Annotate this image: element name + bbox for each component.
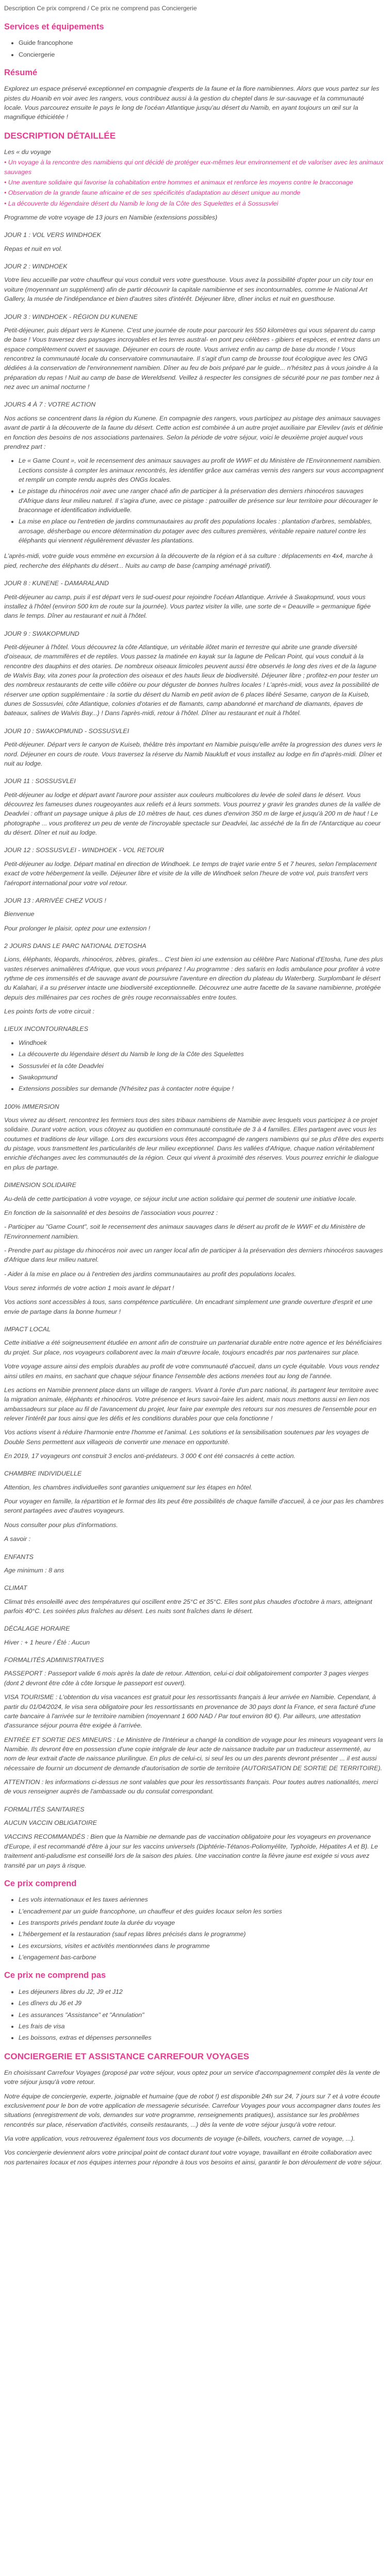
section-text: Vous serez informés de votre action 1 mois avant le départ ! — [4, 1284, 174, 1292]
day-text: Nos actions se concentrent dans la région du Kunene. En compagnie des rangers, vous participez au pistage des animaux sauvages avant de partir à la découverte de la faune du désert. Cette action est combinée à un autre projet auxiliaire par Elevilev (avis et définie en fonction des besoins de nos associations partenaires. Selon la période de votre séjour, voici le deuxième projet auquel vous prendrez part : — [4, 414, 383, 450]
list-item: • Le « Game Count », voit le recensement des animaux sauvages au profit de WWF et du Ministère de l'Environnement namibien. Lections consiste à compter les animaux rencontrés, les identifier grâce aux caméras vernis des rangers sur vous accompagnent et remplir un compte rendu auprès des ONGs locales. — [19, 456, 384, 484]
section-text: VACCINS RECOMMANDÉS : Bien que la Namibie ne demande pas de vaccination obligatoire pour les voyageurs en provenance d'Europe, il est recommandé d'être à jour sur les vaccins universels (Diphtérie-Tétanos-Poliomyélite, Typhoïde, Hépatites A et B). Le traitement anti-paludisme est conseillé lors de la saison des pluies. Une vaccination contre la fièvre jaune est exigée si vous avez transité par un pays à risque. — [4, 1833, 378, 1869]
section-text: PASSEPORT : Passeport valide 6 mois après la date de retour. Attention, celui-ci doit obligatoirement comporter 3 pages vierges (dont 2 devront être côte à côte lorsque le passeport est ouvert). — [4, 1670, 369, 1687]
day-title: JOUR 2 : WINDHOEK — [4, 263, 68, 270]
day-text: Petit-déjeuner à l'hôtel. Vous découvrez la côte Atlantique, un véritable ilôtet marin et terrestre qui abrite une grande diversité d'oiseaux, de mammifères et de reptiles. Vous passez la matinée en kayak sur la lagune de Pelican Point, qui vous conduit à la rencontre des dauphins et des otaries. De nombreux oiseaux limicoles peuvent aussi être observés le long des rives et de la lagune de Walvis Bay, vita zones pour la protection des oiseaux et des hauts lieux de biodiversité. Déjeuner libre ; profitez-en pour tester un des nombreux restaurants de cette ville côtière ou pour déguster de bonnes huîtres locales ! L'après-midi, vous avez la possibilité de réserver une option supplémentaire : la sortie du désert du Namib en petit avion de 6 places libéré Sesame, canyon de la Kuiseb, dunes de Sossusvlei, côte Atlantique, colonies d'otaries et de flamants, camp abandonné et marchand de diamants, épaves de bateaux, salines de Walvis Bay...) ! Dans l'après-midi, retour à l'hôtel. Dîner au restaurant et nuit à l'hôtel. — [4, 643, 379, 717]
list-item: • Les transports privés pendant toute la durée du voyage — [19, 1918, 384, 1927]
services-title: Services et équipements — [4, 22, 104, 31]
section-text: En fonction de la saisonnalité et des besoins de l'association vous pourrez : — [4, 1209, 218, 1216]
day-text: Petit-déjeuner. Départ vers le canyon de Kuiseb, théâtre très important en Namibie puisqu'elle arrête la progression des dunes vers le nord. Déjeuner en cours de route. Vous traversez la réserve du Namib Naukluft et vous installez au lodge en fin d'après-midi. Dîner et nuit au lodge. — [4, 741, 382, 767]
section-text: Age minimum : 8 ans — [4, 1566, 64, 1574]
day-title: JOUR 1 : VOL VERS WINDHOEK — [4, 231, 101, 239]
section-text: ATTENTION : les informations ci-dessus ne sont valables que pour les ressortissants français. Pour toutes autres nationalités, merci de vous renseigner auprès de l'ambassade ou du consulat correspondant. — [4, 1778, 378, 1795]
resume-title: Résumé — [4, 67, 38, 77]
day-title: JOUR 3 : WINDHOEK - RÉGION DU KUNENE — [4, 313, 138, 320]
section-text: Votre voyage assure ainsi des emplois durables au profit de votre communauté d'accueil, dans un cycle équitable. Vous vous rendez ainsi utiles en mains, en sachant que chaque séjour finance l'ensemble des actions menées tout au long de l'année. — [4, 1363, 380, 1380]
section-text: - Prendre part au pistage du rhinocéros noir avec un ranger local afin de participer à la préservation des derniers rhinocéros sauvages d'Afrique dans leur milieu naturel. — [4, 1246, 383, 1264]
section-title: IMPACT LOCAL — [4, 1326, 51, 1333]
includes-title: Ce prix comprend — [4, 1878, 77, 1888]
list-item: • Les déjeuners libres du J2, J9 et J12 — [19, 1987, 384, 1996]
list-item: • Conciergerie — [19, 50, 384, 59]
section-text: Vous vivrez au désert, rencontrez les fermiers tous des sites tribaux namibiens de Namibie avec lesquels vous participez à ce projet solidaire. Durant votre action, vous côtoyez au quotidien en communauté constituée de 3 à 4 familles. Elles partagent avec vous les coutumes et traditions de leur village. Lors des excursions vous êtes accompagné de rangers namibiens qui se plus d'être des experts du pistage, vous transmettent les particularités de leur milieu exceptionnel. Dans les vallées d'Afrique, chaque nation véritablement enrichie d'échanges avec les communautés de la région. Ceux qui vivent à proximité des réserves. Vous pourrez enrichir le dialogue en plus de partage. — [4, 1116, 384, 1171]
section-text: Les actions en Namibie prennent place dans un village de rangers. Vivant à l'orée d'un parc national, ils partagent leur territoire avec la migration animale, éléphants et rhinocéros. Votre présence et leurs savoir-faire les aident, mais nous mettons aussi en lien nos ambassadeurs sur place au fil de l'avancement du projet, leur faire par exemple des retours sur nos mesures de l'ensemble pour en relever l'intérêt par tous ainsi que les défis et les conditions durables pour que cela fonctionne ! — [4, 1386, 379, 1422]
day-title: JOUR 13 : ARRIVÉE CHEZ VOUS ! — [4, 896, 106, 904]
list-item: • Les assurances "Assistance" et "Annulation" — [19, 2010, 384, 2020]
section-title: FORMALITÉS SANITAIRES — [4, 1805, 85, 1813]
section-text: En 2019, 17 voyageurs ont construit 3 enclos anti-prédateurs. 3 000 € ont été consacrés à cette action. — [4, 1452, 296, 1460]
day-title: JOURS 4 À 7 : VOTRE ACTION — [4, 401, 96, 409]
day-title: JOUR 11 : SOSSUSVLEI — [4, 777, 76, 785]
day-text: Votre lieu accueille par votre chauffeur qui vous conduit vers votre guesthouse. Vous avez la possibilité d'opter pour un city tour en voiture (moyennant un supplément) afin de partir découvrir la capitale namibienne et ses incontournables, comme le National Art Gallery, la musée de l'indépendance et bien d'autres sites d'intérêt. Déjeuner libre, dîner inclus et nuit en guesthouse. — [4, 276, 373, 303]
list-item: • L'hébergement et la restauration (sauf repas libres précisés dans le programme) — [19, 1929, 384, 1939]
locations-list — [4, 1038, 384, 1094]
extension-note: Pour prolonger le plaisir, optez pour une extension ! — [4, 924, 151, 932]
list-item: • L'engagement bas-carbone — [19, 1953, 384, 1962]
section-title: CLIMAT — [4, 1584, 27, 1592]
list-item: • Swakopmund — [19, 1073, 384, 1082]
list-item: • L'encadrement par un guide francophone, un chauffeur et des guides locaux selon les sorties — [19, 1907, 384, 1916]
section-text: Hiver : + 1 heure / Été : Aucun — [4, 1638, 90, 1646]
section-text: Lions, éléphants, léopards, rhinocéros, zèbres, girafes... C'est bien ici une extension au célèbre Parc National d'Etosha, l'une des plus vastes réserves animalières d'Afrique, que vous vous préparez ! Au programme : des safaris en lodis ambulance pour profiter à votre rythme de ces immensités et de sauvage avant de poursuivre l'aventure en direction du plateau du Waterberg. Surplombant le désert du Kalahari, il a su préserver intacte une biodiversité exceptionnelle. Découvrez une autre facette de la savane namibienne, protégée depuis des millénaires par ces roches de grès rouge reconnaissables entre toutes. — [4, 956, 383, 1001]
concierge-title: CONCIERGERIE ET ASSISTANCE CARREFOUR VOYAGES — [4, 2051, 250, 2061]
day-text: L'après-midi, votre guide vous emmène en excursion à la découverte de la région et à sa culture : déplacements en 4x4, marche à pied, recherche des éléphants du désert... Nuits au camp de base (camping aménagé privatif). — [4, 552, 373, 569]
list-item: • Les excursions, visites et activités mentionnées dans le programme — [19, 1941, 384, 1951]
list-item: • Windhoek — [19, 1038, 384, 1047]
highlight-line: • Un voyage à la rencontre des namibiens qui ont décidé de protéger eux-mêmes leur environnement et de valoriser avec les animaux sauvages — [4, 159, 384, 176]
highlights-label: Les « du voyage — [4, 148, 51, 156]
section-text: ENTRÉE ET SORTIE DES MINEURS : Le Ministère de l'Intérieur a changé la condition de voyage pour les mineurs voyageant vers la Namibie. Ils devront être en possession d'une copie intégrale de leur acte de naissance traduite par un traducteur assermenté, au nom de leur extrait d'acte de naissance plurilingue. En plus de celui-ci, si seul les ou un des parents devront présenter ... il est aussi nécessaire de fournir un document de demande d'autorisation de sortie de territoire (AUTORISATION DE SORTIE DE TERRITOIRE). — [4, 1736, 383, 1772]
section-title: 100% IMMERSION — [4, 1103, 59, 1110]
list-item: • Les vols internationaux et les taxes aériennes — [19, 1895, 384, 1904]
list-item: • Les frais de visa — [19, 2022, 384, 2031]
list-item: • La mise en place ou l'entretien de jardins communautaires au profit des populations locales : plantation d'arbres, semblables, arrosage, désherbage ou encore détermination du potager avec des cultures premières, véritable repaire naturel contre les éléphants qui viennent régulièrement dévaster les plantations. — [19, 517, 384, 545]
list-item: • Extensions possibles sur demande (N'hésitez pas à contacter notre équipe ! — [19, 1084, 384, 1093]
list-item: • Le pistage du rhinocéros noir avec une ranger chacé afin de participer à la préservation des derniers rhinocéros sauvages d'Afrique dans leur milieu naturel. Il s'agira d'une, avec ce pistage : patrouiller de présence sur leur territoire pour décourager le braconnage et identification individuelle. — [19, 486, 384, 515]
section-text: - Participer au "Game Count", soit le recensement des animaux sauvages dans le désert au profit de le WWF et du Ministère de l'Environnement namibien. — [4, 1223, 366, 1240]
list-item: • Sossusvlei et la côte Deadvlei — [19, 1061, 384, 1071]
section-text: Au-delà de cette participation à votre voyage, ce séjour inclut une action solidaire qui permet de soutenir une initiative locale. — [4, 1195, 357, 1202]
section-title: DIMENSION SOLIDAIRE — [4, 1181, 76, 1189]
list-item: • La découverte du légendaire désert du Namib le long de la Côte des Squelettes — [19, 1049, 384, 1059]
list-item: • Les dîners du J6 et J9 — [19, 1998, 384, 2008]
day-title: JOUR 9 : SWAKOPMUND — [4, 630, 79, 637]
excludes-list — [4, 1987, 384, 2043]
concierge-text: Vos conciergerie deviennent alors votre principal point de contact durant tout votre voyage, travaillant en étroite collaboration avec nos partenaires locaux et nos équipes internes pour répondre à tous vos besoins et ainsi, garantir le bon déroulement de votre séjour. — [4, 2149, 383, 2166]
day-text: Petit-déjeuner, puis départ vers le Kunene. C'est une journée de route pour parcourir les 550 kilomètres qui vous séparent du camp de base ! Vous traversez des paysages incroyables et les terres austral- en pont peu célèbres - gibiers et espèces, et entrez dans un espace complètement ouvert et sauvage. Déjeuner en cours de route. Vous arrivez enfin au camp de base du monde ! Vous rencontrez la communauté locale du conservatoire communautaire. Il s'agit d'un camp de brousse tout écologique avec les ONG dédiées à la conservation de l'environnement namibien. Dîner au feu de bois préparé par le guide... n'hésitez pas à vous joindre à la préparation du repas ! Nuit au camp de base de Wereldsend. Veillez à respecter les consignes de sécurité pour ne pas tomber nez à nez avec un animal nocturne ! — [4, 326, 380, 391]
list-item: • Les boissons, extras et dépenses personnelles — [19, 2033, 384, 2042]
section-text: Cette initiative a été soigneusement étudiée en amont afin de construire un partenariat durable entre notre agence et les bénéficiaires du projet. Sur place, nos voyageurs collaborent avec la main d'œuvre locale, toujours encadrés par nos partenaires sur place. — [4, 1339, 382, 1356]
highlight-line: • La découverte du légendaire désert du Namib le long de la Côte des Squelettes et à Sossusvlei — [4, 199, 279, 207]
section-title: LIEUX INCONTOURNABLES — [4, 1025, 88, 1033]
list-item: • Guide francophone — [19, 38, 384, 47]
section-text: Vos actions visent à réduire l'harmonie entre l'homme et l'animal. Les solutions et la sensibilisation soutenues par les voyages de Double Sens permettent aux villageois de convertir une menace en opportunité. — [4, 1429, 369, 1446]
section-text: Pour voyager en famille, la répartition et le format des lits peut être possibilités de chaque famille d'accueil, à ce jour pas les chambres seront partagées avec d'autres voyageurs. — [4, 1498, 384, 1515]
section-text: Nous consulter pour plus d'informations. — [4, 1521, 118, 1529]
section-text: Attention, les chambres individuelles sont garanties uniquement sur les étapes en hôtel. — [4, 1483, 253, 1491]
day-title: JOUR 8 : KUNENE - DAMARALAND — [4, 580, 109, 587]
highlights-intro: Les points forts de votre circuit : — [4, 1008, 94, 1015]
info-label: A savoir : — [4, 1535, 31, 1543]
section-text: - Aider à la mise en place ou à l'entretien des jardins communautaires au profit des populations locales. — [4, 1270, 296, 1278]
day-text: Petit-déjeuner au camp, puis il est départ vers le sud-ouest pour rejoindre l'océan Atlantique. Arrivée à Swakopmund, vous vous installez à l'hôtel (environ 500 km de route sur la journée). Vous partez visiter la ville, une sorte de « Deauville » germanique figée dans le temps. Dîner au restaurant et nuit à l'hôtel. — [4, 593, 371, 620]
concierge-text: Notre équipe de conciergerie, experte, joignable et humaine (que de robot !) est disponible 24h sur 24, 7 jours sur 7 et à votre écoute exclusivement pour le bon de votre application de messagerie sécurisée. Carrefour Voyages pour vous accompagner dans toutes les situations (enregistrement de vols, demandes sur votre programme, renseignements pratiques), assistance sur les problèmes rencontrés sur place, réservation d'activités, conseils restaurants, ...) dès la vente de votre séjour jusqu'à votre retour. — [4, 2092, 381, 2128]
services-list — [4, 38, 384, 59]
section-title: CHAMBRE INDIVIDUELLE — [4, 1470, 82, 1478]
day-text: Petit-déjeuner au lodge. Départ matinal en direction de Windhoek. Le temps de trajet varie entre 5 et 7 heures, selon l'emplacement exact de votre hébergement la veille. Déjeuner libre et visite de la ville de Windhoek selon l'heure de votre vol, puis transfert vers l'aéroport international pour votre vol retour. — [4, 860, 377, 887]
concierge-text: En choisissant Carrefour Voyages (proposé par votre séjour, vous optez pour un service d'accompagnement complet dès la vente de votre séjour jusqu'à votre retour. — [4, 2069, 380, 2086]
section-text: Vos actions sont accessibles à tous, sans compétence particulière. Un encadrant simplement une grande ouverture d'esprit et une envie de partage dans la bonne humeur ! — [4, 1298, 373, 1315]
excludes-title: Ce prix ne comprend pas — [4, 1971, 106, 1980]
section-text: Climat très ensoleillé avec des températures qui oscillent entre 25°C et 35°C. Elles sont plus chaudes d'octobre à mars, atteignant parfois 40°C. Les soirées plus fraîches au désert. Les nuits sont fraîches dans le désert. — [4, 1598, 372, 1615]
highlight-line: • Une aventure solidaire qui favorise la cohabitation entre hommes et animaux et renforce les moyens contre le bracconage — [4, 178, 353, 186]
concierge-text: Via votre application, vous retrouverez également tous vos documents de voyage (e-billets, vouchers, carnet de voyage, ...). — [4, 2134, 355, 2142]
section-title: ENFANTS — [4, 1553, 34, 1561]
day-title: JOUR 12 : SOSSUSVLEI - WINDHOEK - VOL RETOUR — [4, 846, 165, 854]
section-title: DÉCALAGE HORAIRE — [4, 1625, 70, 1633]
day-text: Bienvenue — [4, 910, 35, 918]
day-text: Repas et nuit en vol. — [4, 245, 62, 252]
detail-title: DESCRIPTION DÉTAILLÉE — [4, 130, 116, 141]
section-title: FORMALITÉS ADMINISTRATIVES — [4, 1656, 104, 1664]
program-note: Programme de votre voyage de 13 jours en Namibie (extensions possibles) — [4, 214, 218, 222]
includes-list — [4, 1895, 384, 1962]
section-title: 2 JOURS DANS LE PARC NATIONAL D'ETOSHA — [4, 942, 146, 950]
highlight-line: • Observation de la grande faune africaine et de ses spécificités d'adaptation au désert unique au monde — [4, 189, 301, 197]
breadcrumb: Description Ce prix comprend / Ce prix ne comprend pas Conciergerie — [4, 5, 197, 12]
resume-text: Explorez un espace préservé exceptionnel en compagnie d'experts de la faune et la flore namibiennes. Alors que vous partez sur les pistes du Hoanib en voir avec les rangers, vous contribuez aussi à la gestion du cheptel dans le sur-sauvage et la communauté locale. Vous parcourez ensuite le pays le long de l'océan Atlantique jusqu'au désert du Namib, en ayant toujours un œil sur la magnifique éthiciétée ! — [4, 85, 380, 121]
section-text: VISA TOURISME : L'obtention du visa vacances est gratuit pour les ressortissants français à leur arrivée en Namibie. Cependant, à partir du 01/04/2024, le visa sera obligatoire pour les ressortissants en provenance de 30 pays dont la France, et sera facturé d'une carte bancaire à l'arrivée sur le territoire namibien (moyennant 1 600 NAD / Par tout environ 80 €). Par ailleurs, une attestation d'assurance séjour pourra être exigée à l'arrivée. — [4, 1693, 376, 1730]
action-list — [4, 456, 384, 545]
day-text: Petit-déjeuner au lodge et départ avant l'aurore pour assister aux couleurs multicolores du levée de soleil dans le désert. Vous découvrez les fameuses dunes rougeoyantes aux reliefs et à leurs sommets. Vous pourrez y gravir les grandes dunes de la vallée de Deadvlei : offrant un paysage unique à plus de 10 mètres de haut, ces dunes d'environ 350 m de large et jusqu'à 200 m de haut ! Le photographe ... vous profiterez un peu de vente de l'incroyable spectacle sur Deadvlei, lac asséché de la fin de l'Antarctique au coeur du désert. Dîner et nuit au lodge. — [4, 791, 381, 837]
section-text: AUCUN VACCIN OBLIGATOIRE — [4, 1819, 97, 1827]
day-title: JOUR 10 : SWAKOPMUND - SOSSUSVLEI — [4, 727, 129, 735]
